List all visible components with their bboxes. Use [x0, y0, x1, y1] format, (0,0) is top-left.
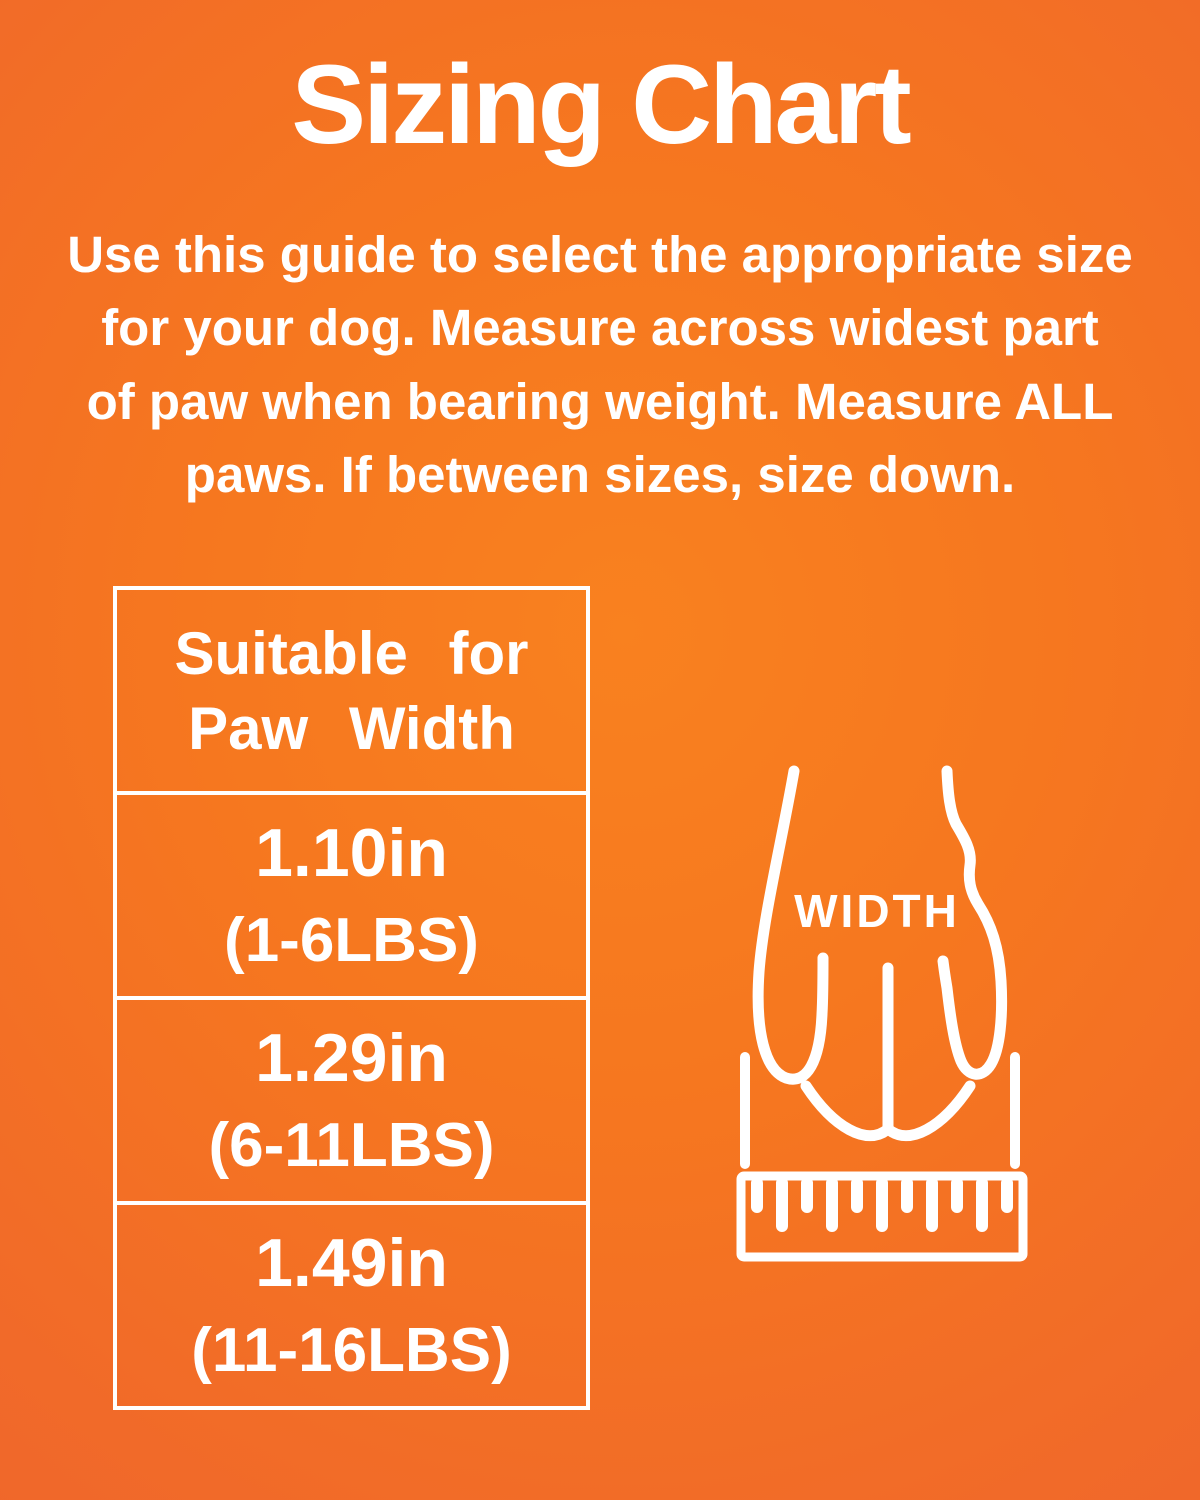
weight-range-value: (6-11LBS): [208, 1110, 495, 1180]
size-table-header-line-2: Paw Width: [188, 694, 515, 762]
size-table-header: [117, 590, 586, 791]
table-row-size-1: [117, 791, 586, 996]
intro-line-4: paws. If between sizes, size down.: [184, 446, 1016, 504]
ruler-ticks: [757, 1183, 1007, 1226]
size-table-header-line-1: Suitable for: [174, 619, 529, 687]
table-row-size-2: [117, 996, 586, 1201]
size-table: [113, 586, 590, 1410]
page-title: Sizing Chart: [291, 42, 909, 167]
intro-line-1: Use this guide to select the appropriate size: [67, 226, 1133, 283]
intro-line-3: of paw when bearing weight. Measure ALL: [86, 372, 1114, 430]
intro-text: [18, 218, 1182, 512]
paw-width-value: 1.49in: [255, 1225, 448, 1301]
intro-line-2: for your dog. Measure across widest part: [101, 299, 1099, 357]
ruler-icon: [741, 1176, 1023, 1257]
width-label: WIDTH: [794, 885, 960, 937]
paw-measurement-diagram: [700, 740, 1040, 1300]
paw-width-value: 1.29in: [255, 1020, 448, 1096]
paw-width-value: 1.10in: [255, 815, 448, 891]
weight-range-value: (11-16LBS): [191, 1315, 512, 1385]
table-row-size-3: [117, 1201, 586, 1406]
weight-range-value: (1-6LBS): [224, 905, 479, 975]
